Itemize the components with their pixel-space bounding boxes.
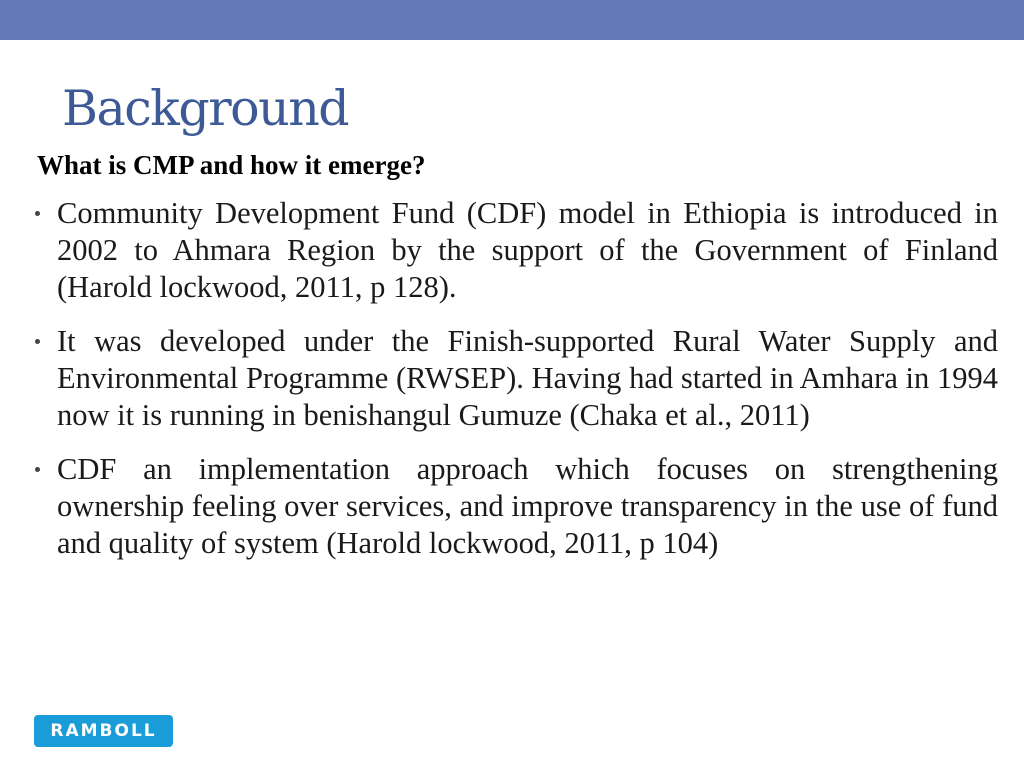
bullet-dot-icon	[35, 339, 40, 344]
slide-subtitle: What is CMP and how it emerge?	[37, 150, 426, 180]
bullet-list	[35, 195, 998, 579]
ramboll-logo	[34, 715, 173, 747]
bullet-text: It was developed under the Finish-supported Rural Water Supply and Environmental Programme (RWSEP). Having had started in Amhara in 1994 now it is running in benishangul Gumuze (Chaka et al., 2011)	[57, 324, 998, 432]
bullet-text: CDF an implementation approach which focuses on strengthening ownership feeling over services, and improve transparency in the use of fund and quality of system (Harold lockwood, 2011, p 104)	[57, 452, 998, 560]
top-accent-bar	[0, 0, 1024, 40]
bullet-item	[35, 195, 998, 306]
logo-text: RAMBOLL	[50, 721, 157, 741]
bullet-item	[35, 451, 998, 562]
bullet-text: Community Development Fund (CDF) model in Ethiopia is introduced in 2002 to Ahmara Region by the support of the Government of Finland (Harold lockwood, 2011, p 128).	[57, 196, 998, 304]
bullet-dot-icon	[35, 211, 40, 216]
bullet-item	[35, 323, 998, 434]
slide-title: Background	[62, 80, 349, 137]
bullet-dot-icon	[35, 467, 40, 472]
